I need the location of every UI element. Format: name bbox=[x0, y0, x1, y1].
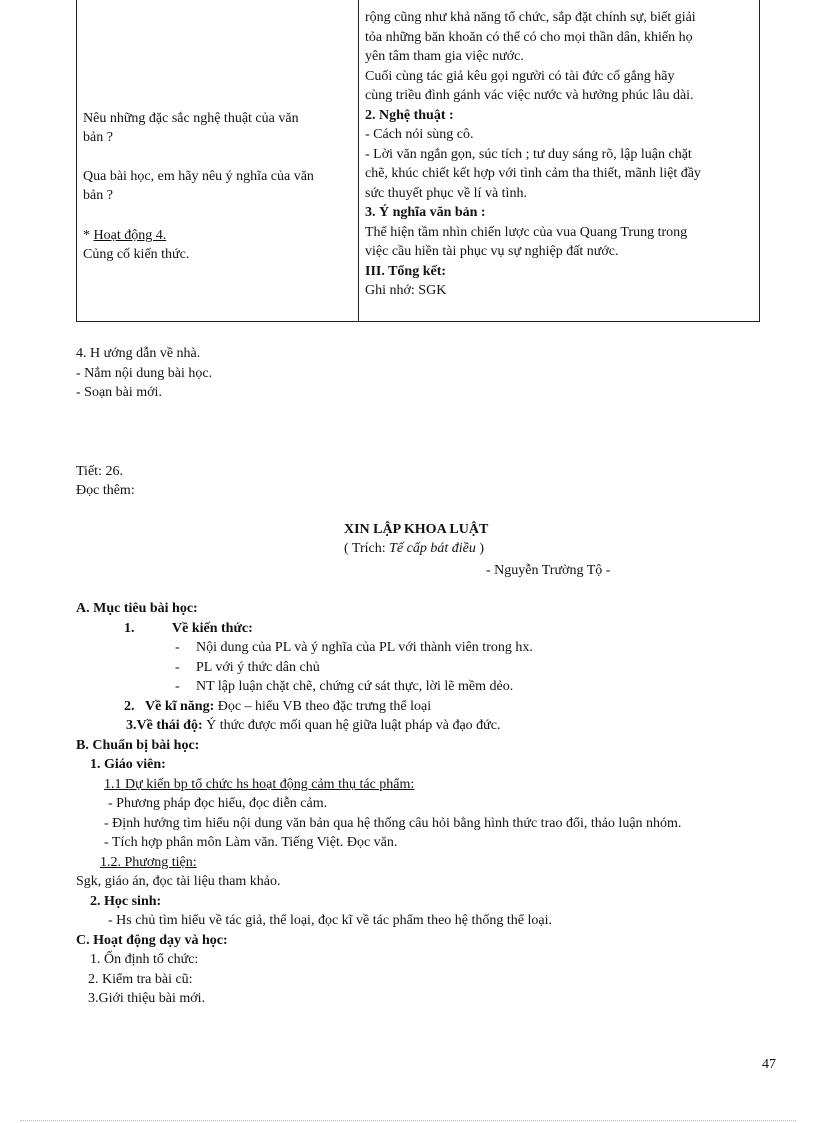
knowledge-heading: Về kiến thức: bbox=[172, 621, 253, 636]
lesson-title: XIN LẬP KHOA LUẬT bbox=[344, 522, 489, 537]
skill-text: Đọc – hiểu VB theo đặc trưng thể loại bbox=[214, 699, 432, 714]
attitude-heading: 3.Về thái độ: bbox=[126, 718, 203, 733]
table-right-column bbox=[365, 8, 753, 301]
homework-item: - Soạn bài mới. bbox=[76, 385, 162, 400]
meaning-line: Thể hiện tầm nhìn chiến lược của vua Quang Trung trong bbox=[365, 224, 688, 240]
teacher-sub1: 1.1 Dự kiến bp tổ chức hs hoạt động cảm thụ tác phẩm: bbox=[104, 777, 415, 792]
art-item: - Cách nói sùng cô. bbox=[365, 127, 474, 142]
teacher-sub2: 1.2. Phương tiện: bbox=[100, 855, 197, 870]
summary-heading: III. Tổng kết: bbox=[365, 263, 447, 279]
question-art-line2: bản ? bbox=[83, 130, 113, 145]
content-line: yên tâm tham gia việc nước. bbox=[365, 49, 524, 64]
source-title: Tế cấp bát điều bbox=[389, 541, 476, 556]
meaning-line: việc cầu hiền tài phục vụ sự nghiệp đất nước. bbox=[365, 244, 619, 259]
attitude-line bbox=[126, 716, 500, 736]
section-a-heading: A. Mục tiêu bài học: bbox=[76, 601, 198, 616]
homework-title: 4. H ướng dẫn về nhà. bbox=[76, 346, 201, 361]
bullet-dash: - bbox=[175, 679, 180, 694]
art-item: chẽ, khúc chiết kết hợp với tình cảm tha thiết, mãnh liệt đầy bbox=[365, 166, 701, 181]
section-b-heading: B. Chuẩn bị bài học: bbox=[76, 738, 200, 753]
section-c-heading: C. Hoạt động dạy và học: bbox=[76, 933, 228, 948]
question-meaning-line2: bản ? bbox=[83, 188, 113, 203]
source-suffix: ) bbox=[475, 541, 485, 556]
content-line: cùng triều đình gánh vác việc nước và hưởng phúc lâu dài. bbox=[365, 88, 694, 103]
activity-step: 2. Kiểm tra bài cũ: bbox=[88, 972, 193, 987]
art-item: - Lời văn ngắn gọn, súc tích ; tư duy sáng rõ, lập luận chặt bbox=[365, 146, 692, 162]
content-line: rộng cũng như khả năng tổ chức, sắp đặt chính sự, biết giải bbox=[365, 10, 696, 25]
teacher-sub1-item: - Phương pháp đọc hiểu, đọc diễn cảm. bbox=[108, 796, 328, 811]
attitude-text: Ý thức được mối quan hệ giữa luật pháp và đạo đức. bbox=[202, 718, 501, 733]
lesson-type: Đọc thêm: bbox=[76, 483, 135, 498]
table-column-divider bbox=[358, 0, 359, 321]
skill-number: 2. bbox=[124, 699, 135, 714]
bullet-dash: - bbox=[175, 660, 180, 675]
art-item: sức thuyết phục về lí và tình. bbox=[365, 185, 527, 201]
question-meaning-line1: Qua bài học, em hãy nêu ý nghĩa của văn bbox=[83, 169, 314, 184]
lesson-period: Tiết: 26. bbox=[76, 464, 123, 479]
teacher-sub2-text: Sgk, giáo án, đọc tài liệu tham khảo. bbox=[76, 874, 281, 889]
knowledge-item: Nội dung của PL và ý nghĩa của PL với thành viên trong hx. bbox=[196, 640, 533, 655]
content-line: tỏa những băn khoăn có thể có cho mọi thần dân, khiến họ bbox=[365, 29, 693, 45]
footer-divider bbox=[20, 1120, 796, 1121]
skill-heading: Về kĩ năng: bbox=[145, 699, 215, 714]
skill-line bbox=[124, 697, 431, 717]
teacher-sub1-item: - Tích hợp phân môn Làm văn. Tiếng Việt. Đọc văn. bbox=[104, 835, 398, 850]
content-line: Cuối cùng tác giả kêu gọi người có tài đức cố gắng hãy bbox=[365, 68, 675, 84]
activity-step: 3.Giới thiệu bài mới. bbox=[88, 991, 206, 1006]
teacher-sub1-item: - Định hướng tìm hiểu nội dung văn bản qua hệ thống câu hỏi bằng hình thức trao đổi, thảo luận nhóm. bbox=[104, 816, 682, 831]
question-art-line1: Nêu những đặc sắc nghệ thuật của văn bbox=[83, 111, 299, 126]
activity-step: 1. Ổn định tổ chức: bbox=[90, 952, 199, 967]
knowledge-item: PL với ý thức dân chủ bbox=[196, 660, 320, 675]
knowledge-number: 1. bbox=[124, 621, 135, 636]
knowledge-item: NT lập luận chặt chẽ, chứng cứ sát thực, lời lẽ mềm dẻo. bbox=[196, 679, 514, 694]
bullet-dash: - bbox=[175, 640, 180, 655]
student-heading: 2. Học sinh: bbox=[90, 894, 162, 909]
page-number: 47 bbox=[762, 1057, 776, 1072]
activity-label bbox=[83, 226, 166, 246]
lesson-source bbox=[344, 539, 484, 559]
activity-star: * bbox=[83, 228, 94, 243]
activity-label-text: Hoạt động 4. bbox=[93, 228, 167, 243]
art-heading: 2. Nghệ thuật : bbox=[365, 107, 454, 123]
student-text: - Hs chủ tìm hiểu về tác giả, thể loại, đọc kĩ về tác phẩm theo hệ thống thể loại. bbox=[108, 913, 552, 928]
meaning-heading: 3. Ý nghĩa văn bản : bbox=[365, 205, 486, 220]
homework-item: - Nắm nội dung bài học. bbox=[76, 366, 213, 381]
teacher-heading: 1. Giáo viên: bbox=[90, 757, 166, 772]
summary-text: Ghi nhớ: SGK bbox=[365, 283, 447, 298]
source-prefix: ( Trích: bbox=[344, 541, 390, 556]
activity-description: Củng cố kiến thức. bbox=[83, 247, 190, 262]
lesson-table bbox=[76, 0, 760, 322]
lesson-author: - Nguyễn Trường Tộ - bbox=[486, 563, 611, 578]
